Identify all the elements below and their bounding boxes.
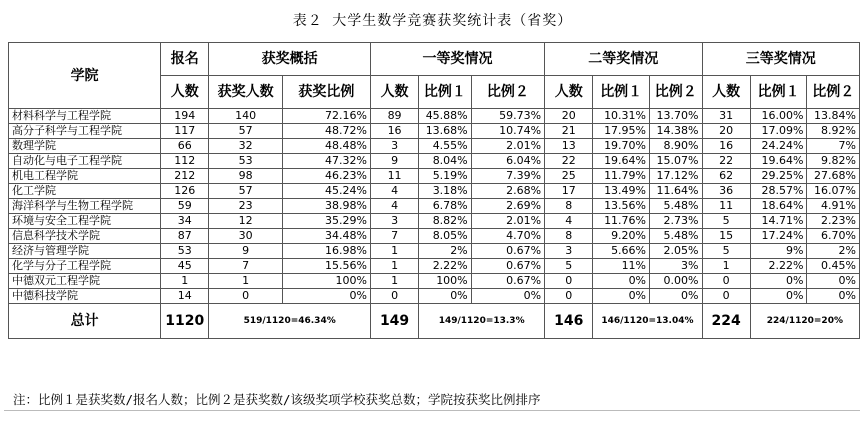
header-first-ratio1: 比例１ bbox=[419, 76, 471, 109]
header-third-prize: 三等奖情况 bbox=[702, 43, 860, 76]
cell-first-ratio2: 2.01% bbox=[471, 214, 544, 229]
cell-second-count: 3 bbox=[545, 244, 593, 259]
cell-winners: 30 bbox=[209, 229, 282, 244]
cell-third-ratio2: 4.91% bbox=[807, 199, 860, 214]
cell-winners: 140 bbox=[209, 109, 282, 124]
header-second-ratio2: 比例２ bbox=[650, 76, 702, 109]
cell-third-ratio1: 0% bbox=[750, 274, 807, 289]
cell-win-ratio: 100% bbox=[282, 274, 370, 289]
table-body bbox=[9, 109, 860, 304]
table-row bbox=[9, 139, 860, 154]
cell-first-count: 4 bbox=[370, 184, 418, 199]
cell-third-count: 0 bbox=[702, 274, 750, 289]
cell-college: 化工学院 bbox=[9, 184, 161, 199]
cell-first-ratio1: 6.78% bbox=[419, 199, 471, 214]
cell-winners: 1 bbox=[209, 274, 282, 289]
cell-second-ratio1: 9.20% bbox=[593, 229, 650, 244]
cell-second-count: 22 bbox=[545, 154, 593, 169]
cell-third-ratio2: 9.82% bbox=[807, 154, 860, 169]
cell-second-ratio2: 2.73% bbox=[650, 214, 702, 229]
header-registered-top: 报名 bbox=[161, 43, 209, 76]
cell-third-ratio2: 27.68% bbox=[807, 169, 860, 184]
cell-college: 自动化与电子工程学院 bbox=[9, 154, 161, 169]
cell-second-ratio1: 13.49% bbox=[593, 184, 650, 199]
cell-winners: 32 bbox=[209, 139, 282, 154]
cell-winners: 7 bbox=[209, 259, 282, 274]
cell-second-count: 4 bbox=[545, 214, 593, 229]
total-first-count: 149 bbox=[370, 304, 418, 339]
cell-winners: 23 bbox=[209, 199, 282, 214]
cell-college: 机电工程学院 bbox=[9, 169, 161, 184]
cell-second-count: 25 bbox=[545, 169, 593, 184]
cell-third-ratio2: 13.84% bbox=[807, 109, 860, 124]
cell-third-ratio2: 0% bbox=[807, 289, 860, 304]
cell-registered: 45 bbox=[161, 259, 209, 274]
cell-registered: 34 bbox=[161, 214, 209, 229]
cell-second-ratio1: 13.56% bbox=[593, 199, 650, 214]
cell-registered: 126 bbox=[161, 184, 209, 199]
table-row bbox=[9, 244, 860, 259]
cell-third-ratio1: 17.09% bbox=[750, 124, 807, 139]
total-second-count: 146 bbox=[545, 304, 593, 339]
header-first-count: 人数 bbox=[370, 76, 418, 109]
cell-winners: 53 bbox=[209, 154, 282, 169]
table-title: 表２ 大学生数学竞赛获奖统计表（省奖） bbox=[292, 13, 573, 29]
cell-second-ratio1: 11.76% bbox=[593, 214, 650, 229]
cell-registered: 59 bbox=[161, 199, 209, 214]
header-second-ratio1: 比例１ bbox=[593, 76, 650, 109]
cell-third-ratio2: 2% bbox=[807, 244, 860, 259]
cell-second-ratio2: 0% bbox=[650, 289, 702, 304]
cell-winners: 0 bbox=[209, 289, 282, 304]
cell-second-ratio1: 17.95% bbox=[593, 124, 650, 139]
cell-first-ratio2: 2.01% bbox=[471, 139, 544, 154]
cell-third-ratio2: 16.07% bbox=[807, 184, 860, 199]
cell-first-ratio2: 2.68% bbox=[471, 184, 544, 199]
cell-second-ratio2: 15.07% bbox=[650, 154, 702, 169]
cell-third-ratio2: 0.45% bbox=[807, 259, 860, 274]
total-label: 总计 bbox=[9, 304, 161, 339]
cell-first-count: 7 bbox=[370, 229, 418, 244]
cell-third-ratio1: 9% bbox=[750, 244, 807, 259]
cell-third-count: 36 bbox=[702, 184, 750, 199]
cell-second-ratio2: 13.70% bbox=[650, 109, 702, 124]
cell-win-ratio: 48.72% bbox=[282, 124, 370, 139]
cell-college: 海洋科学与生物工程学院 bbox=[9, 199, 161, 214]
cell-first-ratio2: 0.67% bbox=[471, 274, 544, 289]
cell-third-ratio2: 8.92% bbox=[807, 124, 860, 139]
cell-second-ratio1: 10.31% bbox=[593, 109, 650, 124]
cell-first-ratio1: 2.22% bbox=[419, 259, 471, 274]
total-summary: 519/1120=46.34% bbox=[209, 304, 371, 339]
cell-college: 数理学院 bbox=[9, 139, 161, 154]
award-statistics-table bbox=[8, 42, 860, 339]
cell-third-count: 5 bbox=[702, 214, 750, 229]
cell-third-count: 11 bbox=[702, 199, 750, 214]
cell-first-ratio1: 100% bbox=[419, 274, 471, 289]
cell-win-ratio: 47.32% bbox=[282, 154, 370, 169]
total-row bbox=[9, 304, 860, 339]
cell-third-count: 31 bbox=[702, 109, 750, 124]
cell-first-count: 89 bbox=[370, 109, 418, 124]
cell-second-ratio2: 14.38% bbox=[650, 124, 702, 139]
page-divider bbox=[4, 410, 860, 411]
cell-first-count: 0 bbox=[370, 289, 418, 304]
cell-first-ratio2: 0.67% bbox=[471, 244, 544, 259]
cell-second-count: 13 bbox=[545, 139, 593, 154]
cell-third-ratio1: 14.71% bbox=[750, 214, 807, 229]
table-row bbox=[9, 289, 860, 304]
cell-third-count: 22 bbox=[702, 154, 750, 169]
cell-third-ratio2: 6.70% bbox=[807, 229, 860, 244]
cell-first-count: 3 bbox=[370, 139, 418, 154]
table-row bbox=[9, 154, 860, 169]
cell-first-ratio1: 4.55% bbox=[419, 139, 471, 154]
cell-win-ratio: 46.23% bbox=[282, 169, 370, 184]
cell-first-ratio2: 4.70% bbox=[471, 229, 544, 244]
header-third-count: 人数 bbox=[702, 76, 750, 109]
cell-first-ratio1: 3.18% bbox=[419, 184, 471, 199]
cell-second-ratio2: 0.00% bbox=[650, 274, 702, 289]
cell-first-ratio1: 45.88% bbox=[419, 109, 471, 124]
cell-second-count: 0 bbox=[545, 289, 593, 304]
cell-college: 高分子科学与工程学院 bbox=[9, 124, 161, 139]
cell-registered: 117 bbox=[161, 124, 209, 139]
cell-second-count: 21 bbox=[545, 124, 593, 139]
cell-registered: 212 bbox=[161, 169, 209, 184]
cell-third-ratio1: 0% bbox=[750, 289, 807, 304]
total-first-ratio: 149/1120=13.3% bbox=[419, 304, 545, 339]
cell-registered: 14 bbox=[161, 289, 209, 304]
total-registered: 1120 bbox=[161, 304, 209, 339]
cell-first-ratio2: 7.39% bbox=[471, 169, 544, 184]
table-row bbox=[9, 199, 860, 214]
cell-win-ratio: 0% bbox=[282, 289, 370, 304]
cell-third-ratio1: 29.25% bbox=[750, 169, 807, 184]
cell-third-ratio1: 19.64% bbox=[750, 154, 807, 169]
cell-third-count: 0 bbox=[702, 289, 750, 304]
cell-winners: 57 bbox=[209, 124, 282, 139]
cell-win-ratio: 48.48% bbox=[282, 139, 370, 154]
cell-first-count: 1 bbox=[370, 259, 418, 274]
cell-third-count: 1 bbox=[702, 259, 750, 274]
cell-win-ratio: 35.29% bbox=[282, 214, 370, 229]
cell-third-ratio1: 18.64% bbox=[750, 199, 807, 214]
table-row bbox=[9, 184, 860, 199]
footnote: 注：比例１是获奖数/报名人数；比例２是获奖数/该级奖项学校获奖总数；学院按获奖比例排序 bbox=[13, 392, 541, 407]
cell-second-ratio2: 5.48% bbox=[650, 199, 702, 214]
cell-win-ratio: 16.98% bbox=[282, 244, 370, 259]
cell-first-count: 9 bbox=[370, 154, 418, 169]
total-third-count: 224 bbox=[702, 304, 750, 339]
cell-first-count: 3 bbox=[370, 214, 418, 229]
cell-winners: 9 bbox=[209, 244, 282, 259]
table-row bbox=[9, 124, 860, 139]
table-row bbox=[9, 229, 860, 244]
cell-second-ratio1: 19.64% bbox=[593, 154, 650, 169]
header-winners: 获奖人数 bbox=[209, 76, 282, 109]
cell-second-ratio1: 11.79% bbox=[593, 169, 650, 184]
cell-second-ratio2: 11.64% bbox=[650, 184, 702, 199]
cell-third-count: 20 bbox=[702, 124, 750, 139]
cell-registered: 87 bbox=[161, 229, 209, 244]
cell-first-ratio2: 6.04% bbox=[471, 154, 544, 169]
cell-second-count: 8 bbox=[545, 199, 593, 214]
cell-third-ratio1: 16.00% bbox=[750, 109, 807, 124]
cell-second-ratio1: 19.70% bbox=[593, 139, 650, 154]
cell-second-ratio1: 11% bbox=[593, 259, 650, 274]
header-second-count: 人数 bbox=[545, 76, 593, 109]
header-first-ratio2: 比例２ bbox=[471, 76, 544, 109]
cell-third-ratio1: 24.24% bbox=[750, 139, 807, 154]
cell-college: 化学与分子工程学院 bbox=[9, 259, 161, 274]
cell-second-ratio2: 2.05% bbox=[650, 244, 702, 259]
cell-third-ratio2: 0% bbox=[807, 274, 860, 289]
cell-third-ratio1: 2.22% bbox=[750, 259, 807, 274]
header-win-ratio: 获奖比例 bbox=[282, 76, 370, 109]
cell-second-ratio2: 3% bbox=[650, 259, 702, 274]
cell-first-count: 16 bbox=[370, 124, 418, 139]
cell-second-ratio2: 5.48% bbox=[650, 229, 702, 244]
cell-college: 中德双元工程学院 bbox=[9, 274, 161, 289]
cell-college: 环境与安全工程学院 bbox=[9, 214, 161, 229]
table-row bbox=[9, 259, 860, 274]
table-row bbox=[9, 274, 860, 289]
header-second-prize: 二等奖情况 bbox=[545, 43, 702, 76]
cell-registered: 66 bbox=[161, 139, 209, 154]
cell-first-ratio2: 0% bbox=[471, 289, 544, 304]
cell-college: 经济与管理学院 bbox=[9, 244, 161, 259]
cell-third-ratio1: 17.24% bbox=[750, 229, 807, 244]
table-row bbox=[9, 214, 860, 229]
cell-registered: 53 bbox=[161, 244, 209, 259]
cell-win-ratio: 15.56% bbox=[282, 259, 370, 274]
cell-second-count: 5 bbox=[545, 259, 593, 274]
cell-win-ratio: 45.24% bbox=[282, 184, 370, 199]
cell-first-ratio1: 13.68% bbox=[419, 124, 471, 139]
header-registered-bottom: 人数 bbox=[161, 76, 209, 109]
cell-first-ratio1: 0% bbox=[419, 289, 471, 304]
cell-win-ratio: 72.16% bbox=[282, 109, 370, 124]
header-third-ratio1: 比例１ bbox=[750, 76, 807, 109]
cell-third-count: 16 bbox=[702, 139, 750, 154]
header-row-1 bbox=[9, 43, 860, 76]
cell-third-ratio2: 2.23% bbox=[807, 214, 860, 229]
total-third-ratio: 224/1120=20% bbox=[750, 304, 859, 339]
cell-college: 信息科学技术学院 bbox=[9, 229, 161, 244]
cell-third-count: 62 bbox=[702, 169, 750, 184]
cell-first-count: 4 bbox=[370, 199, 418, 214]
cell-second-ratio2: 17.12% bbox=[650, 169, 702, 184]
cell-registered: 1 bbox=[161, 274, 209, 289]
cell-first-ratio1: 8.04% bbox=[419, 154, 471, 169]
cell-first-ratio1: 5.19% bbox=[419, 169, 471, 184]
cell-second-count: 17 bbox=[545, 184, 593, 199]
cell-second-ratio1: 0% bbox=[593, 289, 650, 304]
cell-winners: 98 bbox=[209, 169, 282, 184]
cell-second-ratio2: 8.90% bbox=[650, 139, 702, 154]
cell-first-count: 1 bbox=[370, 244, 418, 259]
header-college: 学院 bbox=[9, 43, 161, 109]
cell-first-ratio1: 8.82% bbox=[419, 214, 471, 229]
cell-win-ratio: 38.98% bbox=[282, 199, 370, 214]
cell-first-ratio2: 0.67% bbox=[471, 259, 544, 274]
cell-registered: 194 bbox=[161, 109, 209, 124]
cell-college: 材料科学与工程学院 bbox=[9, 109, 161, 124]
cell-first-count: 1 bbox=[370, 274, 418, 289]
cell-second-count: 0 bbox=[545, 274, 593, 289]
cell-college: 中德科技学院 bbox=[9, 289, 161, 304]
cell-third-ratio2: 7% bbox=[807, 139, 860, 154]
table-row bbox=[9, 109, 860, 124]
total-second-ratio: 146/1120=13.04% bbox=[593, 304, 702, 339]
cell-first-ratio1: 2% bbox=[419, 244, 471, 259]
cell-first-ratio2: 10.74% bbox=[471, 124, 544, 139]
cell-first-ratio2: 2.69% bbox=[471, 199, 544, 214]
cell-second-ratio1: 0% bbox=[593, 274, 650, 289]
cell-registered: 112 bbox=[161, 154, 209, 169]
cell-first-ratio1: 8.05% bbox=[419, 229, 471, 244]
cell-first-ratio2: 59.73% bbox=[471, 109, 544, 124]
header-first-prize: 一等奖情况 bbox=[370, 43, 544, 76]
header-third-ratio2: 比例２ bbox=[807, 76, 860, 109]
cell-third-ratio1: 28.57% bbox=[750, 184, 807, 199]
cell-second-ratio1: 5.66% bbox=[593, 244, 650, 259]
cell-winners: 12 bbox=[209, 214, 282, 229]
cell-winners: 57 bbox=[209, 184, 282, 199]
cell-third-count: 5 bbox=[702, 244, 750, 259]
table-row bbox=[9, 169, 860, 184]
header-summary: 获奖概括 bbox=[209, 43, 371, 76]
cell-first-count: 11 bbox=[370, 169, 418, 184]
cell-third-count: 15 bbox=[702, 229, 750, 244]
cell-second-count: 20 bbox=[545, 109, 593, 124]
cell-second-count: 8 bbox=[545, 229, 593, 244]
cell-win-ratio: 34.48% bbox=[282, 229, 370, 244]
